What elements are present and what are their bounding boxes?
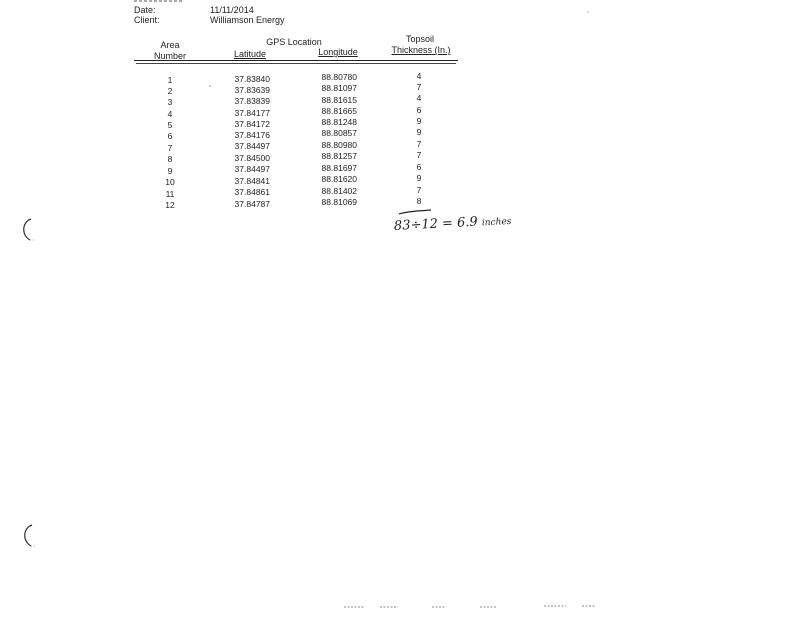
handwritten-unit: inches: [481, 216, 512, 229]
punch-hole-mark-upper: [18, 217, 38, 243]
area-number: 12: [165, 200, 175, 210]
area-number: 10: [165, 177, 175, 187]
latitude-value: 37.84497: [234, 141, 270, 151]
latitude-value: 37.84497: [234, 164, 270, 174]
client-label: Client:: [134, 15, 160, 25]
longitude-value: 88.81615: [321, 95, 357, 105]
topsoil-value: 6: [416, 162, 422, 172]
longitude-value: 88.80857: [321, 128, 357, 138]
punch-hole-mark-lower: [19, 523, 39, 549]
client-value: Williamson Energy: [210, 15, 285, 25]
area-number: 8: [167, 154, 173, 164]
area-number: 7: [167, 143, 173, 153]
topsoil-value: 7: [416, 185, 422, 195]
latitude-value: 37.84177: [234, 108, 270, 118]
topsoil-value: 6: [416, 105, 422, 115]
topsoil-value: 4: [416, 71, 422, 81]
latitude-value: 37.83639: [234, 85, 270, 95]
latitude-value: 37.84176: [234, 130, 270, 140]
longitude-value: 88.81248: [321, 117, 357, 127]
area-number: 9: [167, 166, 173, 176]
handwritten-calculation: 83÷12 = 6.9: [393, 214, 479, 234]
latitude-value: 37.84861: [234, 187, 270, 197]
header-rule-top: [134, 60, 458, 61]
longitude-value: 88.81620: [321, 174, 357, 184]
area-number: 11: [165, 189, 175, 199]
handwritten-sum-line: [398, 208, 432, 216]
header-rule-bottom: [136, 63, 456, 64]
longitude-value: 88.80980: [321, 140, 357, 150]
header-gps-location: GPS Location: [266, 37, 322, 47]
scan-speck: [586, 10, 590, 14]
topsoil-value: 8: [416, 196, 422, 206]
area-number: 4: [167, 109, 173, 119]
longitude-value: 88.81665: [321, 106, 357, 116]
header-topsoil-line2: Thickness (In.): [391, 45, 451, 55]
latitude-value: 37.84841: [234, 176, 270, 186]
longitude-value: 88.81097: [321, 83, 357, 93]
latitude-value: 37.83840: [234, 74, 270, 84]
clipped-header-fragment: [134, 0, 194, 3]
header-longitude: Longitude: [318, 47, 358, 57]
latitude-value: 37.84172: [234, 119, 270, 129]
longitude-value: 88.81402: [321, 186, 357, 196]
area-number: 6: [167, 131, 173, 141]
footer-scan-marks: [340, 603, 600, 611]
latitude-value: 37.84500: [234, 153, 270, 163]
topsoil-value: 9: [416, 116, 422, 126]
date-label: Date:: [134, 5, 156, 15]
topsoil-value: 9: [416, 127, 422, 137]
header-topsoil-line1: Topsoil: [405, 34, 434, 44]
latitude-value: 37.83839: [234, 96, 270, 106]
scan-speck: [208, 84, 212, 88]
header-latitude: Latitude: [233, 49, 267, 59]
area-number: 1: [167, 75, 173, 85]
area-number: 3: [167, 97, 173, 107]
date-value: 11/11/2014: [210, 5, 254, 15]
area-number: 2: [167, 86, 173, 96]
topsoil-value: 9: [416, 173, 422, 183]
topsoil-value: 4: [416, 93, 422, 103]
longitude-value: 88.81697: [321, 163, 357, 173]
area-number: 5: [167, 120, 173, 130]
topsoil-value: 7: [416, 139, 422, 149]
topsoil-value: 7: [416, 150, 422, 160]
handwritten-note: [394, 213, 512, 234]
longitude-value: 88.80780: [321, 72, 357, 82]
header-area-line1: Area: [160, 40, 180, 50]
longitude-value: 88.81257: [321, 151, 357, 161]
longitude-value: 88.81069: [321, 197, 357, 207]
latitude-value: 37.84787: [234, 199, 270, 209]
topsoil-value: 7: [416, 82, 422, 92]
header-area-line2: Number: [153, 51, 186, 61]
